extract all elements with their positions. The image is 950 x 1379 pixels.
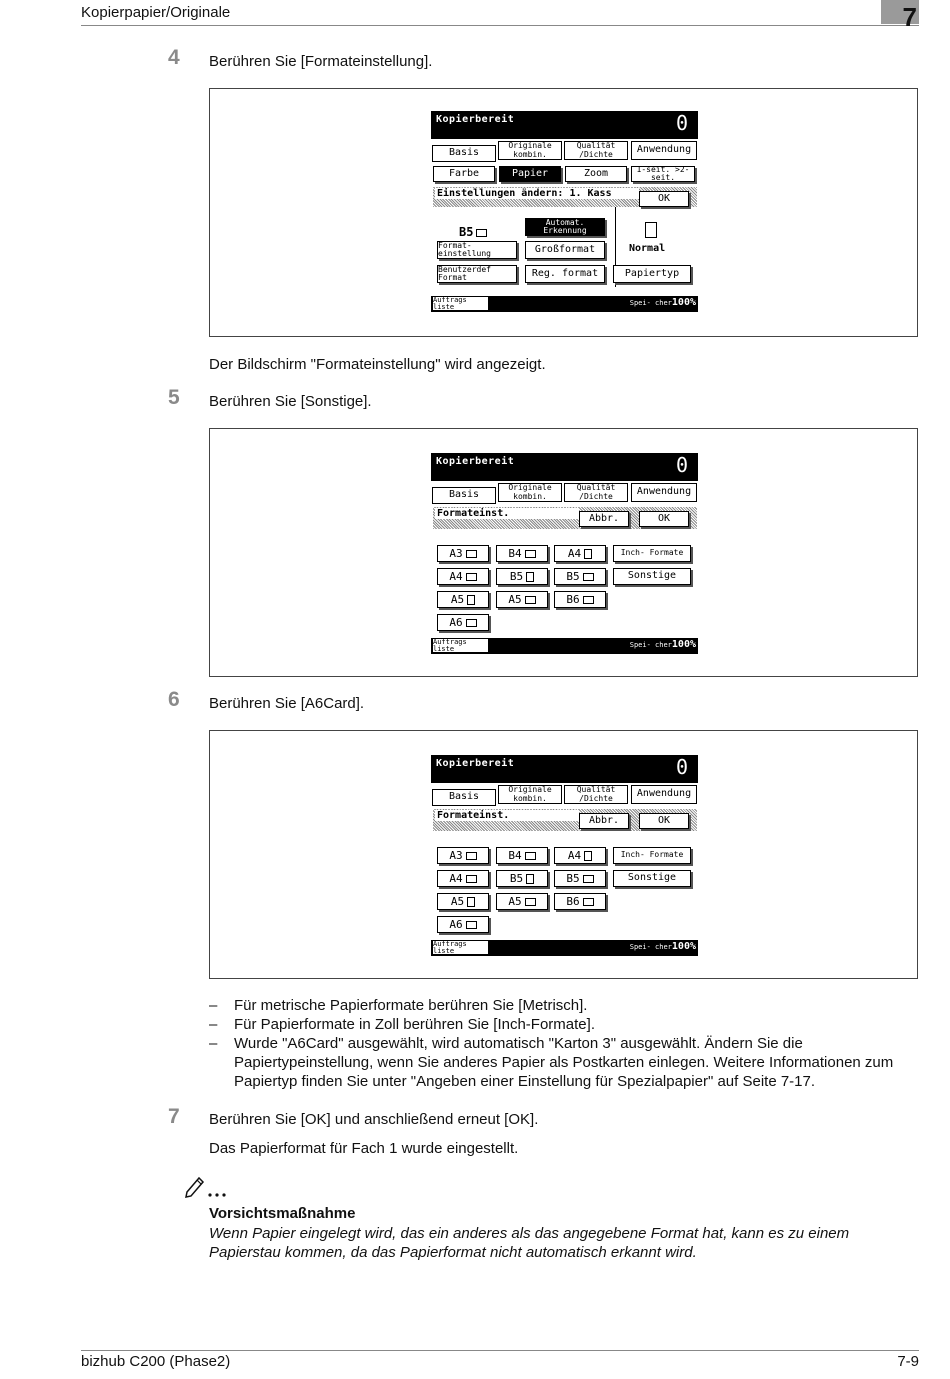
tab-qualitaet[interactable]: Qualität /Dichte bbox=[564, 785, 628, 804]
size-a4-button[interactable]: A4 bbox=[437, 870, 489, 887]
step-number: 4 bbox=[168, 46, 180, 69]
step-text: Berühren Sie [A6Card]. bbox=[209, 695, 365, 712]
landscape-paper-icon bbox=[525, 852, 536, 860]
landscape-paper-icon bbox=[525, 898, 536, 906]
auftragsliste-button[interactable]: Auftrags liste bbox=[432, 940, 489, 955]
papiertyp-button[interactable]: Papiertyp bbox=[613, 265, 691, 283]
screenshot-frame bbox=[209, 428, 918, 677]
grossformat-button[interactable]: Großformat bbox=[525, 241, 605, 259]
size-a4-portrait-button[interactable]: A4 bbox=[554, 545, 606, 562]
farbe-button[interactable]: Farbe bbox=[433, 166, 495, 182]
portrait-paper-icon bbox=[526, 572, 534, 582]
page-number: 7-9 bbox=[897, 1353, 919, 1370]
copier-screen-formateinst bbox=[431, 453, 698, 654]
list-item: – Für metrische Papierformate berühren Sie [Metrisch]. bbox=[209, 997, 588, 1014]
benutzerdef-format-button[interactable]: Benutzerdef Format bbox=[437, 265, 517, 283]
landscape-paper-icon bbox=[476, 229, 487, 237]
size-b5-portrait-button[interactable]: B5 bbox=[496, 870, 548, 887]
status-bar bbox=[431, 755, 698, 783]
step-result-text: Das Papierformat für Fach 1 wurde eingestellt. bbox=[209, 1140, 519, 1157]
step-text: Berühren Sie [OK] und anschließend erneut [OK]. bbox=[209, 1111, 539, 1128]
landscape-paper-icon bbox=[466, 921, 477, 929]
memory-indicator bbox=[630, 297, 696, 308]
memory-value: 100% bbox=[671, 297, 696, 308]
list-item: – Wurde "A6Card" ausgewählt, wird automatisch "Karton 3" ausgewählt. Ändern Sie die Papiertypeinstellung, wenn Sie anderes Papier als Postkarten einlegen. Weitere Informationen zum Papiertyp finden Sie unter "Angeben einer Einstellung für Spezialpapier" auf Seite 7-17. bbox=[209, 1035, 894, 1090]
memory-indicator bbox=[630, 639, 696, 650]
landscape-paper-icon bbox=[466, 875, 477, 883]
chapter-number: 7 bbox=[902, 2, 917, 32]
memory-value: 100% bbox=[671, 639, 696, 650]
memory-label: Spei- cher bbox=[629, 299, 672, 307]
ok-button[interactable]: OK bbox=[639, 191, 689, 207]
landscape-paper-icon bbox=[525, 596, 536, 604]
caution-title: Vorsichtsmaßnahme bbox=[209, 1205, 356, 1222]
notes-list bbox=[209, 996, 918, 1091]
memory-label: Spei- cher bbox=[629, 641, 672, 649]
size-b6-button[interactable]: B6 bbox=[554, 591, 606, 608]
settings-bar-text: Einstellungen ändern: 1. Kass bbox=[435, 188, 639, 199]
screen-footer bbox=[431, 940, 698, 956]
size-b5-button[interactable]: B5 bbox=[554, 568, 606, 585]
tab-anwendung[interactable]: Anwendung bbox=[631, 141, 697, 160]
copy-count: 0 bbox=[675, 111, 688, 135]
tab-basis[interactable]: Basis bbox=[432, 789, 496, 806]
size-a5-portrait-button[interactable]: A5 bbox=[437, 893, 489, 910]
paper-sheet-icon bbox=[645, 222, 657, 238]
size-a5-portrait-button[interactable]: A5 bbox=[437, 591, 489, 608]
step-number: 7 bbox=[168, 1105, 180, 1128]
papier-button[interactable]: Papier bbox=[499, 166, 561, 182]
copy-count: 0 bbox=[675, 755, 688, 779]
memory-indicator bbox=[630, 941, 696, 952]
header-rule bbox=[81, 25, 919, 26]
landscape-paper-icon bbox=[466, 573, 477, 581]
reg-format-button[interactable]: Reg. format bbox=[525, 265, 605, 283]
step-text: Berühren Sie [Sonstige]. bbox=[209, 393, 372, 410]
auftragsliste-button[interactable]: Auftrags liste bbox=[432, 296, 489, 311]
sonstige-button[interactable]: Sonstige bbox=[613, 568, 691, 585]
status-bar bbox=[431, 453, 698, 481]
size-a5-button[interactable]: A5 bbox=[496, 591, 548, 608]
screenshot-frame bbox=[209, 730, 918, 979]
size-a4-portrait-button[interactable]: A4 bbox=[554, 847, 606, 864]
portrait-paper-icon bbox=[584, 851, 592, 861]
size-label: B5 bbox=[459, 225, 474, 239]
ok-button[interactable]: OK bbox=[639, 813, 689, 829]
settings-bar-text: Formateinst. bbox=[435, 508, 579, 519]
tab-originale[interactable]: Originale kombin. bbox=[498, 141, 562, 160]
tab-qualitaet[interactable]: Qualität /Dichte bbox=[564, 483, 628, 502]
paper-type-value: Normal bbox=[629, 243, 666, 254]
size-b4-button[interactable]: B4 bbox=[496, 545, 548, 562]
landscape-paper-icon bbox=[583, 875, 594, 883]
step-result-text: Der Bildschirm "Formateinstellung" wird angezeigt. bbox=[209, 356, 546, 373]
memory-label: Spei- cher bbox=[629, 943, 672, 951]
copy-count: 0 bbox=[675, 453, 688, 477]
sonstige-button[interactable]: Sonstige bbox=[613, 870, 691, 887]
status-bar bbox=[431, 111, 698, 139]
size-b5-button[interactable]: B5 bbox=[554, 870, 606, 887]
tab-anwendung[interactable]: Anwendung bbox=[631, 483, 697, 502]
step-text: Berühren Sie [Formateinstellung]. bbox=[209, 53, 433, 70]
formateinstellung-button[interactable]: Format- einstellung bbox=[437, 241, 517, 259]
tab-basis[interactable]: Basis bbox=[432, 145, 496, 162]
landscape-paper-icon bbox=[583, 898, 594, 906]
current-size bbox=[459, 225, 487, 239]
running-header: Kopierpapier/Originale bbox=[81, 4, 231, 21]
landscape-paper-icon bbox=[466, 619, 477, 627]
landscape-paper-icon bbox=[525, 550, 536, 558]
inch-formate-button[interactable]: Inch- Formate bbox=[613, 847, 691, 864]
tab-originale[interactable]: Originale kombin. bbox=[498, 483, 562, 502]
status-text: Kopierbereit bbox=[436, 114, 515, 125]
zoom-button[interactable]: Zoom bbox=[565, 166, 627, 182]
size-a4-button[interactable]: A4 bbox=[437, 568, 489, 585]
caution-text: Wenn Papier eingelegt wird, das ein anderes als das angegebene Format hat, kann es zu einem Papierstau kommen, da das Papierformat nicht automatisch erkannt wird. bbox=[209, 1225, 850, 1261]
size-a6-button[interactable]: A6 bbox=[437, 614, 489, 631]
size-a6-button[interactable]: A6 bbox=[437, 916, 489, 933]
tab-basis[interactable]: Basis bbox=[432, 487, 496, 504]
screenshot-frame bbox=[209, 88, 918, 337]
settings-bar-text: Formateinst. bbox=[435, 810, 579, 821]
size-b5-portrait-button[interactable]: B5 bbox=[496, 568, 548, 585]
auto-detect-button[interactable]: Automat. Erkennung bbox=[525, 218, 605, 236]
tab-anwendung[interactable]: Anwendung bbox=[631, 785, 697, 804]
portrait-paper-icon bbox=[526, 874, 534, 884]
copier-screen-formateinst bbox=[431, 755, 698, 956]
landscape-paper-icon bbox=[583, 596, 594, 604]
size-b4-button[interactable]: B4 bbox=[496, 847, 548, 864]
auftragsliste-button[interactable]: Auftrags liste bbox=[432, 638, 489, 653]
portrait-paper-icon bbox=[467, 595, 475, 605]
duplex-button[interactable]: 1-seit. >2-seit. bbox=[631, 166, 695, 182]
status-text: Kopierbereit bbox=[436, 758, 515, 769]
screen-footer bbox=[431, 638, 698, 654]
pencil-note-icon bbox=[184, 1174, 230, 1203]
size-b6-button[interactable]: B6 bbox=[554, 893, 606, 910]
inch-formate-button[interactable]: Inch- Formate bbox=[613, 545, 691, 562]
list-item: – Für Papierformate in Zoll berühren Sie [Inch-Formate]. bbox=[209, 1016, 595, 1033]
landscape-paper-icon bbox=[466, 550, 477, 558]
status-text: Kopierbereit bbox=[436, 456, 515, 467]
size-a3-button[interactable]: A3 bbox=[437, 545, 489, 562]
size-a5-button[interactable]: A5 bbox=[496, 893, 548, 910]
tab-originale[interactable]: Originale kombin. bbox=[498, 785, 562, 804]
size-a3-button[interactable]: A3 bbox=[437, 847, 489, 864]
step-number: 5 bbox=[168, 386, 180, 409]
screen-footer bbox=[431, 296, 698, 312]
abbr-button[interactable]: Abbr. bbox=[579, 511, 629, 527]
footer-rule bbox=[81, 1350, 919, 1351]
copier-screen-formateinstellung bbox=[431, 111, 698, 312]
tab-qualitaet[interactable]: Qualität /Dichte bbox=[564, 141, 628, 160]
memory-value: 100% bbox=[671, 941, 696, 952]
footer-product: bizhub C200 (Phase2) bbox=[81, 1353, 231, 1370]
portrait-paper-icon bbox=[584, 549, 592, 559]
abbr-button[interactable]: Abbr. bbox=[579, 813, 629, 829]
portrait-paper-icon bbox=[467, 897, 475, 907]
step-number: 6 bbox=[168, 688, 180, 711]
landscape-paper-icon bbox=[466, 852, 477, 860]
ok-button[interactable]: OK bbox=[639, 511, 689, 527]
landscape-paper-icon bbox=[583, 573, 594, 581]
